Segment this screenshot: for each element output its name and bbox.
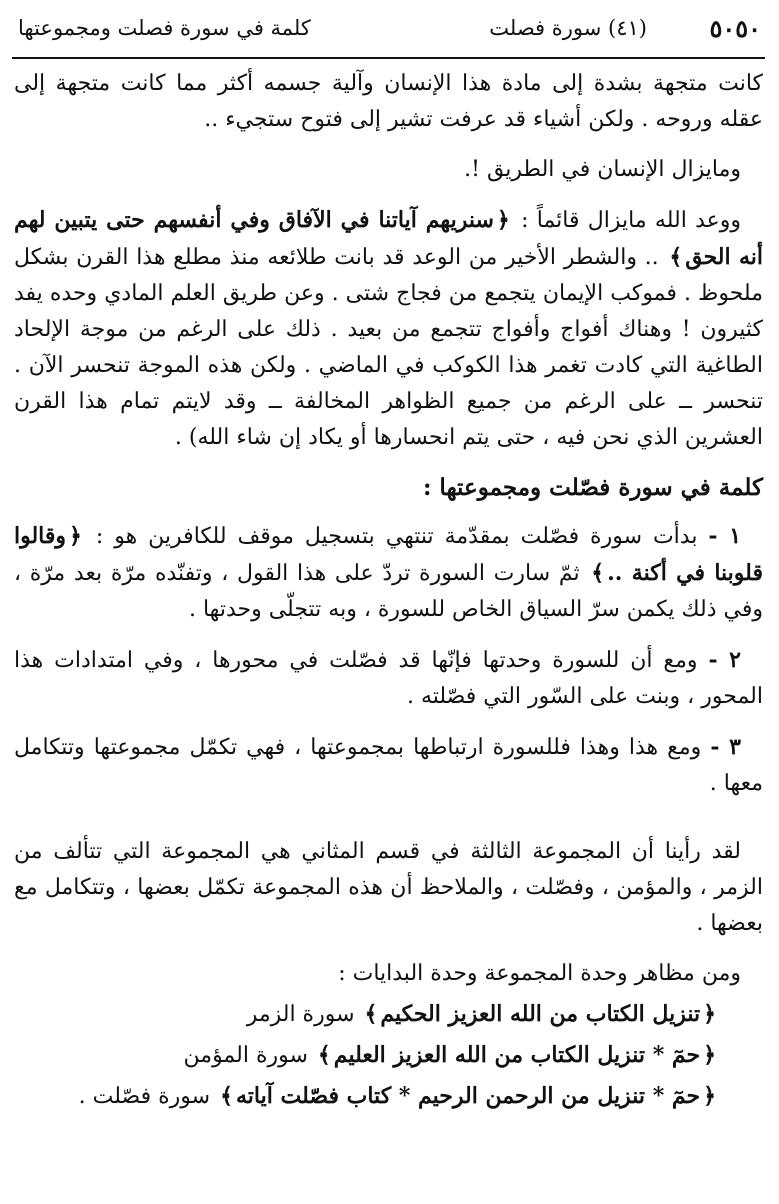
running-header <box>12 10 765 54</box>
verse-text: حمٓ * تنزيل الكتاب من الله العزيز العليم <box>333 1042 701 1068</box>
list-item: ١ - بدأت سورة فصّلت بمقدّمة تنتهي بتسجيل موقف للكافرين هو : ﴿وقالوا قلوبنا في أكنة ..﴾ ثمّ سارت السورة تردّ على هذا القول ، وتفنّده مرّة بعد مرّة ، وفي ذلك يكمن سرّ السياق الخاص للسورة ، وبه تتجلّى وحدتها . <box>14 523 763 622</box>
list-item: ٣ - ومع هذا وهذا فللسورة ارتباطها بمجموعتها ، فهي تكمّل مجموعتها وتتكامل معها . <box>14 734 763 796</box>
ornate-bracket-open: ﴿ <box>69 523 82 549</box>
section-heading: كلمة في سورة فصّلت ومجموعتها : <box>422 474 763 501</box>
item-number: ٣ - <box>710 734 741 760</box>
item-number: ٢ - <box>708 647 741 673</box>
verse-text: تنزيل الكتاب من الله العزيز الحكيم <box>380 1001 701 1027</box>
ornate-bracket-close: ﴾ <box>591 560 605 586</box>
verse-surah: سورة الزمر <box>246 1002 355 1027</box>
item-number: ١ - <box>708 523 742 549</box>
header-divider <box>12 57 765 59</box>
ornate-bracket-close: ﴾ <box>220 1083 233 1109</box>
ornate-bracket-close: ﴾ <box>317 1042 331 1068</box>
paragraph: لقد رأينا أن المجموعة الثالثة في قسم المثاني هي المجموعة التي تتألف من الزمر ، والمؤمن ، وفصّلت ، والملاحظ أن هذه المجموعة تكمّل بعضها ، وتتكامل مع بعضها . <box>14 839 763 936</box>
list-item: ٢ - ومع أن للسورة وحدتها فإنّها قد فصّلت في محورها ، وفي امتدادات هذا المحور ، وبنت على السّور التي فصّلته . <box>14 647 763 709</box>
paragraph: كانت متجهة بشدة إلى مادة هذا الإنسان وآلية جسمه أكثر مما كانت متجهة إلى عقله وروحه . ولكن أشياء قد عرفت تشير إلى فتوح ستجيء .. <box>14 71 764 132</box>
verse-surah: سورة المؤمن <box>183 1043 308 1068</box>
quran-quote: سنريهم آياتنا في الآفاق وفي أنفسهم حتى يتبين لهم أنه الحق <box>14 207 764 270</box>
ornate-bracket-open: ﴿ <box>703 1042 716 1068</box>
ornate-bracket-close: ﴾ <box>364 1001 378 1027</box>
paragraph: ومن مظاهر وحدة المجموعة وحدة البدايات : <box>338 961 741 986</box>
paragraph: ومايزال الإنسان في الطريق !. <box>464 157 741 182</box>
verse-line <box>14 1078 763 1115</box>
header-section-title: كلمة في سورة فصلت ومجموعتها <box>18 16 311 40</box>
page-number: ٥٠٥٠ <box>709 14 761 43</box>
verse-surah: سورة فصّلت . <box>78 1084 211 1109</box>
ornate-bracket-open: ﴿ <box>703 1001 716 1027</box>
verse-line <box>14 996 763 1033</box>
surah-label: (٤١) سورة فصلت <box>489 16 647 40</box>
ornate-bracket-close: ﴾ <box>669 244 683 270</box>
quran-quote: وقالوا قلوبنا في أكنة .. <box>14 523 763 586</box>
verse-line <box>14 1037 763 1074</box>
page-body <box>14 66 763 1119</box>
ornate-bracket-open: ﴿ <box>496 207 510 233</box>
verse-text: حمٓ * تنزيل من الرحمن الرحيم * كتاب فصّلت آياته <box>235 1083 701 1109</box>
spacer <box>14 816 763 834</box>
ornate-bracket-open: ﴿ <box>703 1083 716 1109</box>
paragraph: ووعد الله مايزال قائماً : ﴿سنريهم آياتنا في الآفاق وفي أنفسهم حتى يتبين لهم أنه الحق﴾ .. والشطر الأخير من الوعد قد بانت طلائعه منذ مطلع هذا القرن بشكل ملحوظ . فموكب الإيمان يتجمع من فجاج شتى . وعن طريق العلم المادي وحده يفد كثيرون ! وهناك أفواج وأفواج تتجمع من بعيد . ذلك على الرغم من موجة الإلحاد الطاغية التي كادت تغمر هذا الكوكب في الماضي . ولكن هذه الموجة تنحسر الآن . تنحسر ــ على الرغم من جميع الظواهر المخالفة ــ وقد لايتم تمام هذا القرن العشرين الذي نحن فيه ، حتى يتم انحسارها أو يكاد إن شاء الله) . <box>14 207 764 450</box>
